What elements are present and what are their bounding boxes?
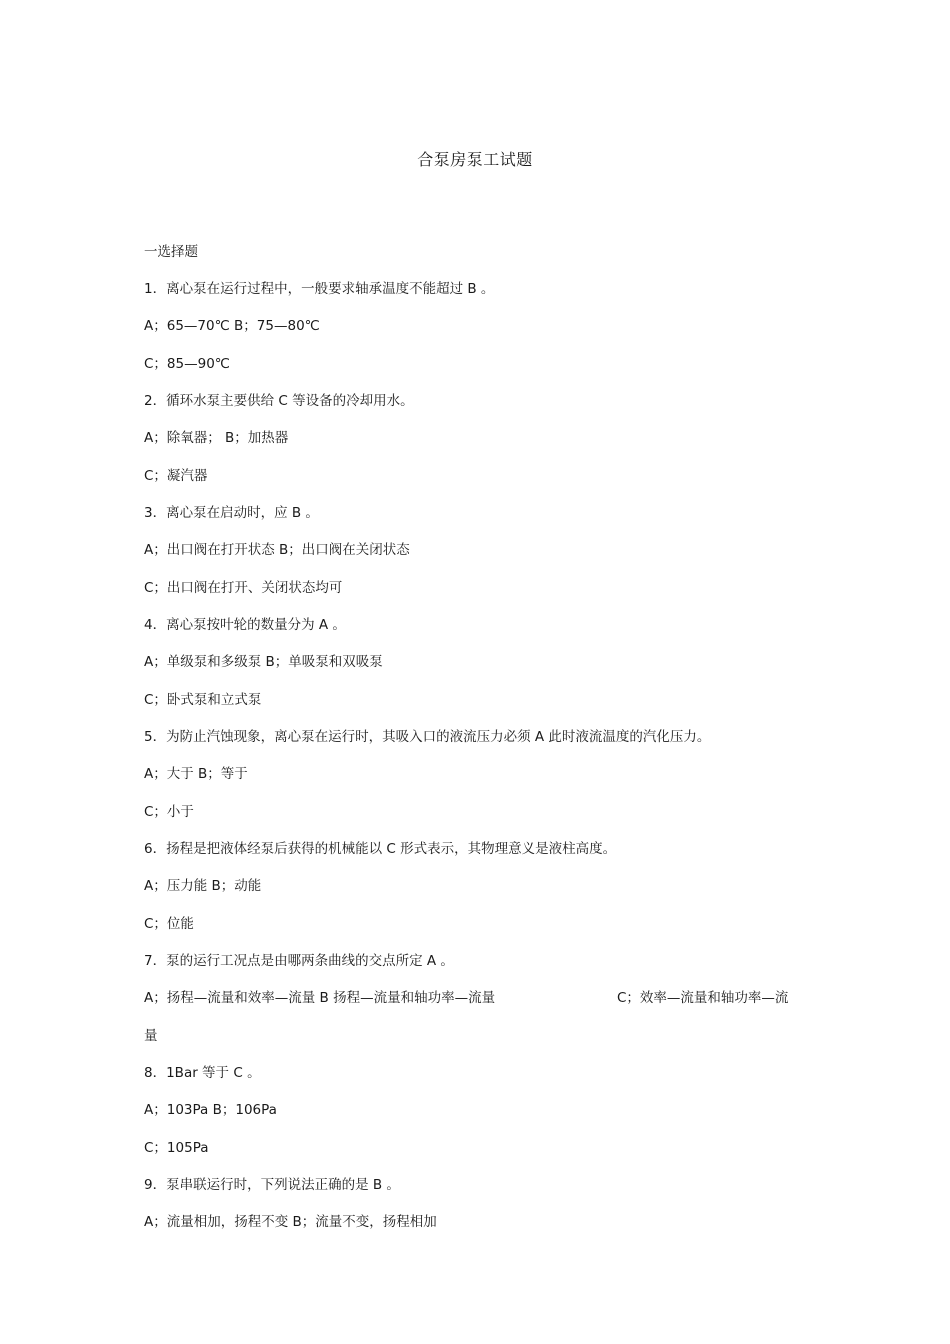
option-line: A；65—70℃ B；75—80℃ [144,318,320,334]
question-line: 4．离心泵按叶轮的数量分为 A 。 [144,617,346,633]
option-line: C；凝汽器 [144,468,208,484]
question-line: 1．离心泵在运行过程中，一般要求轴承温度不能超过 B 。 [144,281,495,297]
option-line: A；扬程—流量和效率—流量 B 扬程—流量和轴功率—流量 [144,990,496,1006]
option-line: C；小于 [144,804,194,820]
question-line: 7．泵的运行工况点是由哪两条曲线的交点所定 A 。 [144,953,454,969]
option-line: A；压力能 B；动能 [144,878,262,894]
question-line: 8．1Bar 等于 C 。 [144,1065,261,1081]
option-line: A；单级泵和多级泵 B；单吸泵和双吸泵 [144,654,383,670]
option-line-wrap: 量 [144,1028,158,1044]
option-line: A；103Pa B；106Pa [144,1102,277,1118]
question-line: 3．离心泵在启动时，应 B 。 [144,505,319,521]
question-line: 5．为防止汽蚀现象，离心泵在运行时，其吸入口的液流压力必须 A 此时液流温度的汽化压力。 [144,729,711,745]
page-title: 合泵房泵工试题 [417,150,533,169]
option-line: C；出口阀在打开、关闭状态均可 [144,580,343,596]
option-line: C；卧式泵和立式泵 [144,692,262,708]
option-line: A；流量相加，扬程不变 B；流量不变，扬程相加 [144,1214,437,1230]
option-line: A；大于 B；等于 [144,766,248,782]
option-line: C；85—90℃ [144,356,230,372]
option-line-c: C；效率—流量和轴功率—流 [617,990,789,1006]
question-line: 9．泵串联运行时，下列说法正确的是 B 。 [144,1177,400,1193]
option-line: C；位能 [144,916,194,932]
question-line: 6．扬程是把液体经泵后获得的机械能以 C 形式表示，其物理意义是液柱高度。 [144,841,617,857]
option-line: A；出口阀在打开状态 B；出口阀在关闭状态 [144,542,410,558]
section-heading: 一选择题 [144,244,198,260]
option-line: A；除氧器； B；加热器 [144,430,289,446]
option-line: C；105Pa [144,1140,209,1156]
question-line: 2．循环水泵主要供给 C 等设备的冷却用水。 [144,393,414,409]
